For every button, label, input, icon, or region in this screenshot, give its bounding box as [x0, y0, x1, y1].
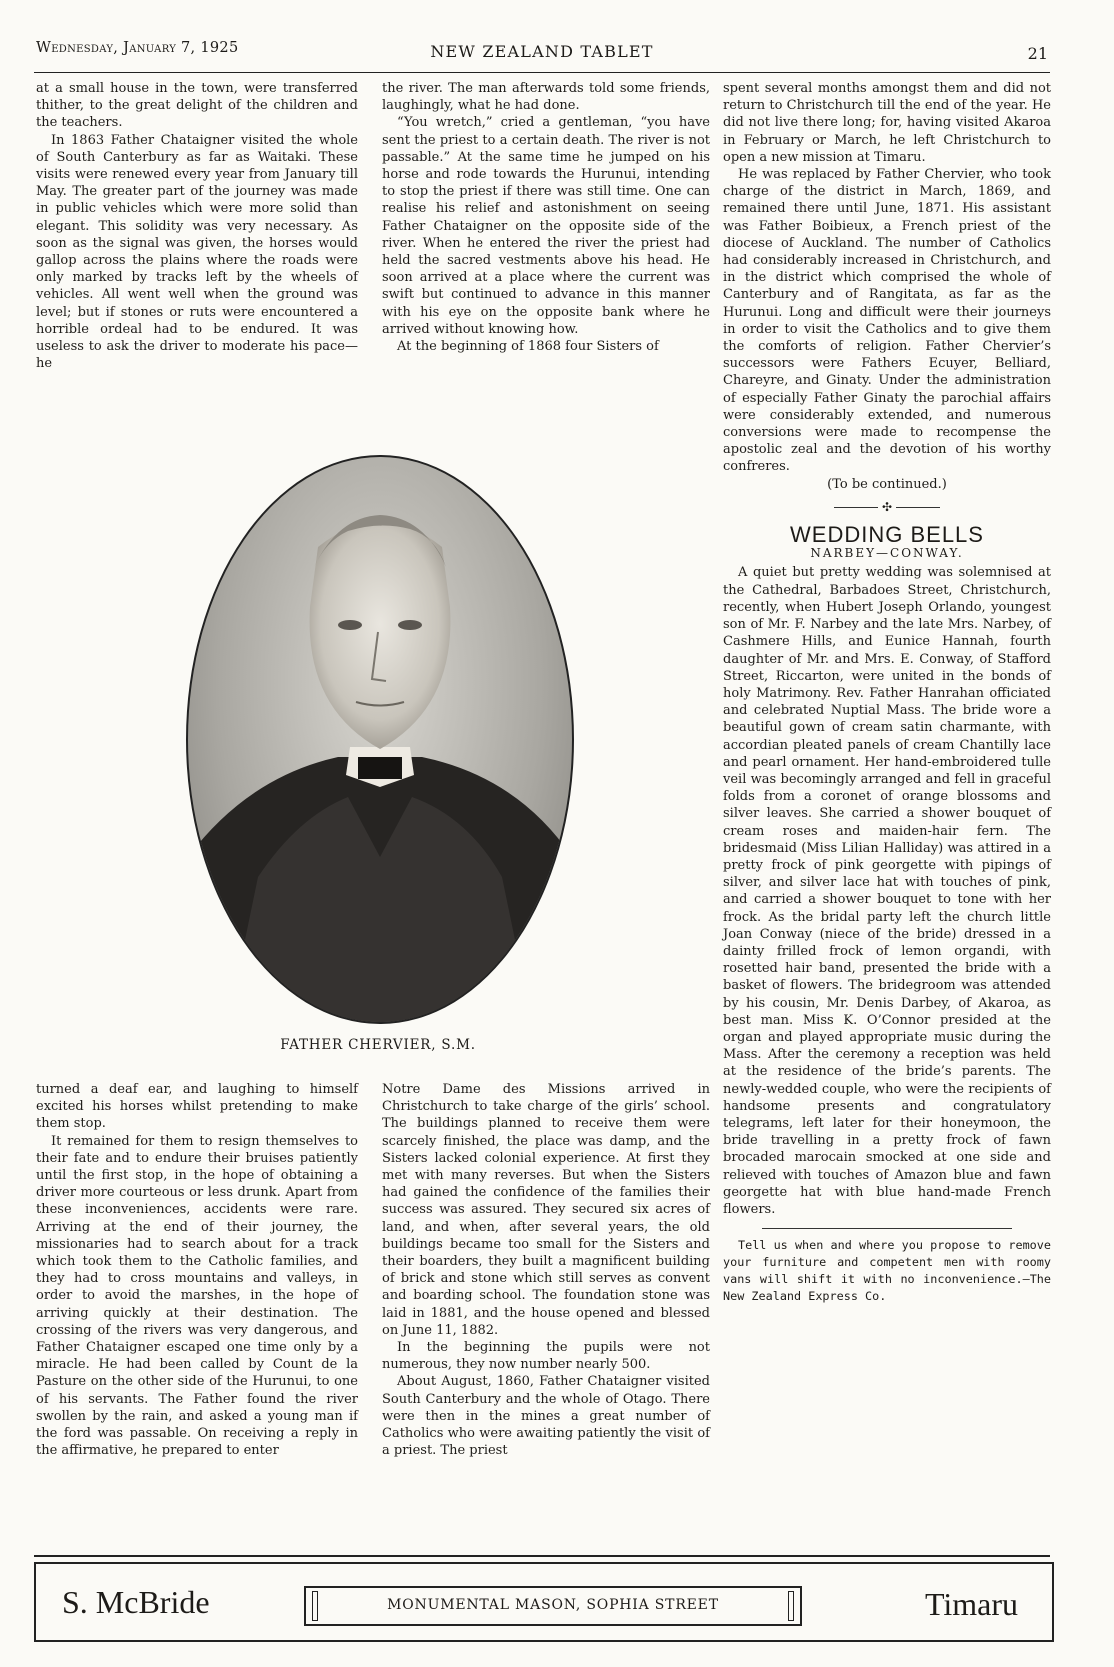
paragraph: at a small house in the town, were transferred thither, to the great delight of the children and the teachers. [36, 81, 358, 131]
paragraph: “You wretch,” cried a gentleman, “you have sent the priest to a certain death. The river is not passable.” At the same time he jumped on his horse and rode towards the Hurunui, intending to stop the priest if there was still time. One can realise his relief and astonishment on seeing Father Chataigner on the opposite side of the river. When he entered the river the priest had held the sacred vestments above his head. He soon arrived at a place where the current was swift but continued to advance in this manner with his eye on the opposite bank where he arrived without knowing how. [382, 115, 710, 337]
advertiser-town: Timaru [924, 1586, 1018, 1622]
portrait-photo [186, 455, 574, 1024]
ornament-divider: ✣ [723, 499, 1051, 516]
advert-rule [34, 1555, 1050, 1557]
paragraph: turned a deaf ear, and laughing to himself excited his horses whilst pretending to make them stop. [36, 1082, 358, 1132]
wedding-bells-heading: WEDDING BELLS [790, 522, 984, 548]
advertisement-banner [34, 1562, 1054, 1642]
paragraph: Notre Dame des Missions arrived in Christchurch to take charge of the girls’ school. The buildings planned to receive them were scarcely finished, the place was damp, and the Sisters lacked colonial experience. At first they met with many reverses. But when the Sisters had gained the confidence of the families their success was assured. They secured six acres of land, and when, after several years, the old buildings became too small for the Sisters and their boarders, they built a magnificent building of brick and stone which still serves as convent and boarding school. The foundation stone was laid in 1881, and the house opened and blessed on June 11, 1882. [382, 1082, 710, 1338]
paragraph: About August, 1860, Father Chataigner visited South Canterbury and the whole of Otago. There were then in the mines a great number of Catholics who were awaiting patiently the visit of a priest. The priest [382, 1374, 710, 1459]
column-1-bottom [36, 1081, 358, 1459]
priest-portrait-illustration [188, 457, 572, 1022]
issue-date: Wednesday, January 7, 1925 [36, 40, 239, 56]
express-co-notice: Tell us when and where you propose to remove your furniture and competent men with roomy vans will shift it with no inconvenience.—The New Zealand Express Co. [723, 1238, 1051, 1304]
column-2-bottom [382, 1081, 710, 1459]
page-number: 21 [1027, 44, 1048, 63]
paragraph: He was replaced by Father Chervier, who took charge of the district in March, 1869, and remained there until June, 1871. His assistant was Father Boibieux, a French priest of the diocese of Auckland. The number of Catholics had considerably increased in Christchurch, and in the district which comprised the whole of Canterbury and of Rangitata, as far as the Hurunui. Long and difficult were their journeys in order to visit the Catholics and to give them the comforts of religion. Father Chervier’s successors were Fathers Ecuyer, Belliard, Chareyre, and Ginaty. Under the administration of especially Father Ginaty the parochial affairs were considerably extended, and numerous conversions were made to recompense the apostolic zeal and the devotion of his worthy confreres. [723, 167, 1051, 475]
notice-divider [762, 1228, 1012, 1229]
to-be-continued: (To be continued.) [827, 476, 947, 492]
paragraph: In the beginning the pupils were not numerous, they now number nearly 500. [382, 1340, 710, 1373]
page-header [34, 36, 1050, 66]
header-rule [34, 72, 1050, 73]
photo-caption: FATHER CHERVIER, S.M. [280, 1037, 476, 1053]
wedding-subheading: NARBEY—CONWAY. [810, 546, 964, 561]
paragraph: spent several months amongst them and did not return to Christchurch till the end of the year. He did not live there long; for, having visited Akaroa in February or March, he left Christchurch to open a new mission at Timaru. [723, 81, 1051, 165]
paragraph: the river. The man afterwards told some friends, laughingly, what he had done. [382, 81, 710, 114]
advertiser-name: S. McBride [62, 1584, 210, 1620]
advertiser-business: MONUMENTAL MASON, SOPHIA STREET [304, 1586, 802, 1626]
paragraph: At the beginning of 1868 four Sisters of [397, 339, 659, 355]
newspaper-title: NEW ZEALAND TABLET [430, 42, 654, 61]
column-2-top [382, 80, 710, 355]
paragraph: In 1863 Father Chataigner visited the whole of South Canterbury as far as Waitaki. These visits were renewed every year from January till May. The greater part of the journey was made in public vehicles which were more solid than elegant. This solidity was very necessary. As soon as the signal was given, the horses would gallop across the plains where the roads were only marked by tracks left by the wheels of vehicles. All went well when the ground was level; but if stones or ruts were encountered a horrible ordeal had to be endured. It was useless to ask the driver to moderate his pace—he [36, 132, 358, 372]
column-1-top [36, 80, 358, 372]
paragraph: It remained for them to resign themselves to their fate and to endure their bruises patiently until the first stop, in the hope of obtaining a driver more courteous or less drunk. Apart from these inconveniences, accidents were rare. Arriving at the end of their journey, the missionaries had to search about for a track which took them to the Catholic families, and they had to cross mountains and valleys, in order to avoid the marshes, in the hope of arriving quickly at their destination. The crossing of the rivers was very dangerous, and Father Chataigner escaped one time only by a miracle. He had been called by Count de la Pasture on the other side of the Hurunui, to one of his servants. The Father found the river swollen by the rain, and asked a young man if the ford was passable. On receiving a reply in the affirmative, he prepared to enter [36, 1133, 358, 1459]
wedding-article: A quiet but pretty wedding was solemnised at the Cathedral, Barbadoes Street, Christchurch, recently, when Hubert Joseph Orlando, youngest son of Mr. F. Narbey and the late Mrs. Narbey, of Cashmere Hills, and Eunice Hannah, fourth daughter of Mr. and Mrs. E. Conway, of Stafford Street, Riccarton, were united in the bonds of holy Matrimony. Rev. Father Hanrahan officiated and celebrated Nuptial Mass. The bride wore a beautiful gown of cream satin charmante, with accordian pleated panels of cream Chantilly lace and pearl ornament. Her hand-embroidered tulle veil was becomingly arranged and fell in graceful folds from a coronet of orange blossoms and silver leaves. She carried a shower bouquet of cream roses and maiden-hair fern. The bridesmaid (Miss Lilian Halliday) was attired in a pretty frock of pink georgette with pipings of silver, and silver lace hat with touches of pink, and carried a shower bouquet to tone with her frock. As the bridal party left the church little Joan Conway (niece of the bride) dressed in a dainty frilled frock of lemon organdi, with rosetted hair band, presented the bride with a basket of flowers. The bridegroom was attended by his cousin, Mr. Denis Darbey, of Akaroa, as best man. Miss K. O’Connor presided at the organ and played appropriate music during the Mass. After the ceremony a reception was held at the residence of the bride’s parents. The newly-wedded couple, who were the recipients of handsome presents and congratulatory telegrams, left later for their honeymoon, the bride travelling in a pretty frock of fawn brocaded marocain smocked at one side and relieved with touches of Amazon blue and fawn georgette hat with blue hand-made French flowers. [723, 565, 1051, 1217]
column-3 [723, 80, 1051, 1305]
